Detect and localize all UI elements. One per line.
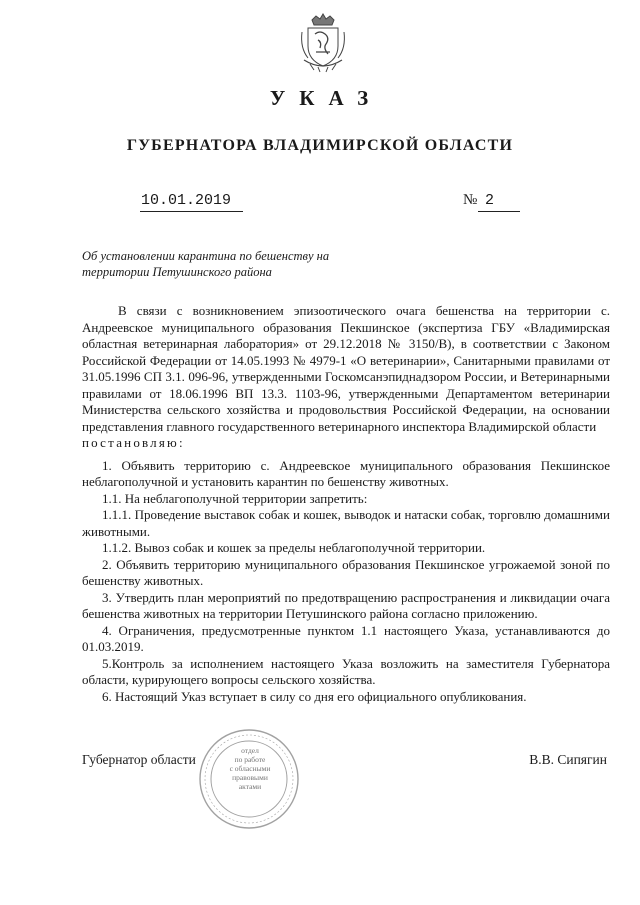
clause-3: 3. Утвердить план мероприятий по предотвращению распространения и ликвидации очага бешенства животных на территории Петушинского района согласно приложению. <box>82 589 610 621</box>
clause-1: 1. Объявить территорию с. Андреевское муниципального образования Пекшинское неблагополучной и установить карантин по бешенству животных. <box>82 457 610 489</box>
resolution-word: постановляю: <box>82 435 185 450</box>
clause-1-1-2: 1.1.2. Вывоз собак и кошек за пределы неблагополучной территории. <box>102 540 486 555</box>
preamble-line: ветеринарии», Санитарными правилами от 31.05.1996 СП 3.1. 096-96, утвержденными <box>82 352 611 384</box>
number-underline <box>478 211 520 212</box>
document-body <box>82 303 610 705</box>
coat-of-arms-icon <box>298 12 348 74</box>
preamble <box>82 303 610 435</box>
stamp-text <box>224 746 276 791</box>
document-title: УКАЗ <box>269 86 383 110</box>
clause-6: 6. Настоящий Указ вступает в силу со дня его официального опубликования. <box>102 688 527 704</box>
document-subtitle: ГУБЕРНАТОРА ВЛАДИМИРСКОЙ ОБЛАСТИ <box>126 137 514 154</box>
stamp-line: правовыми <box>232 773 268 782</box>
clause-1-1-1: 1.1.1. Проведение выставок собак и кошек, выводок и натаски собак, торговлю домашними животными. <box>82 507 610 539</box>
preamble-line: В связи с возникновением эпизоотического очага бешенства на территории с. <box>118 303 610 318</box>
preamble-line: Андреевское муниципального образования Пекшинское (экспертиза ГБУ <box>82 319 515 335</box>
document-date: 10.01.2019 <box>141 192 232 209</box>
subject-line-1: Об установлении карантина по бешенству на <box>82 249 330 263</box>
signer-position: Губернатор области <box>82 752 196 767</box>
stamp-line: по работе <box>234 755 266 764</box>
preamble-line: «Владимирская областная ветеринарная лаборатория» от 29.12.2018 № 3150/В), в <box>82 319 610 351</box>
clause-1-1: 1.1. На неблагополучной территории запретить: <box>102 490 368 506</box>
stamp-line: актами <box>238 782 262 791</box>
document-number: 2 <box>485 192 495 209</box>
signer-name: В.В. Сипягин <box>529 752 607 767</box>
document-subject <box>82 248 402 280</box>
preamble-line: соответствии с Законом Российской Федерации от 14.05.1993 № 4979-1 «О <box>82 336 611 368</box>
stamp-line: с обласными <box>229 764 271 773</box>
subject-line-2: территории Петушинского района <box>82 265 272 279</box>
stamp-line: отдел <box>241 746 259 755</box>
preamble-line: 1103-96, утвержденными Департаментом ветеринарии Министерства сельского <box>82 385 611 417</box>
preamble-line: главного государственного ветеринарного инспектора Владимирской области <box>166 418 597 434</box>
preamble-line: Госкомсанэпиднадзором России, и Ветеринарными правилами от 18.06.1996 ВП 13.3. <box>82 369 611 401</box>
number-label: № <box>463 192 478 208</box>
clause-4: 4. Ограничения, предусмотренные пунктом 1.1 настоящего Указа, устанавливаются до 01.03.2019. <box>82 622 610 654</box>
clause-2: 2. Объявить территорию муниципального образования Пекшинское угрожаемой зоной по бешенству животных. <box>82 556 610 588</box>
clause-5: 5.Контроль за исполнением настоящего Указа возложить на заместителя Губернатора области, курирующего вопросы сельского хозяйства. <box>82 655 610 687</box>
date-underline <box>140 211 243 212</box>
preamble-line: хозяйства и продовольствия Российской Федерации, на основании представления <box>82 402 611 434</box>
